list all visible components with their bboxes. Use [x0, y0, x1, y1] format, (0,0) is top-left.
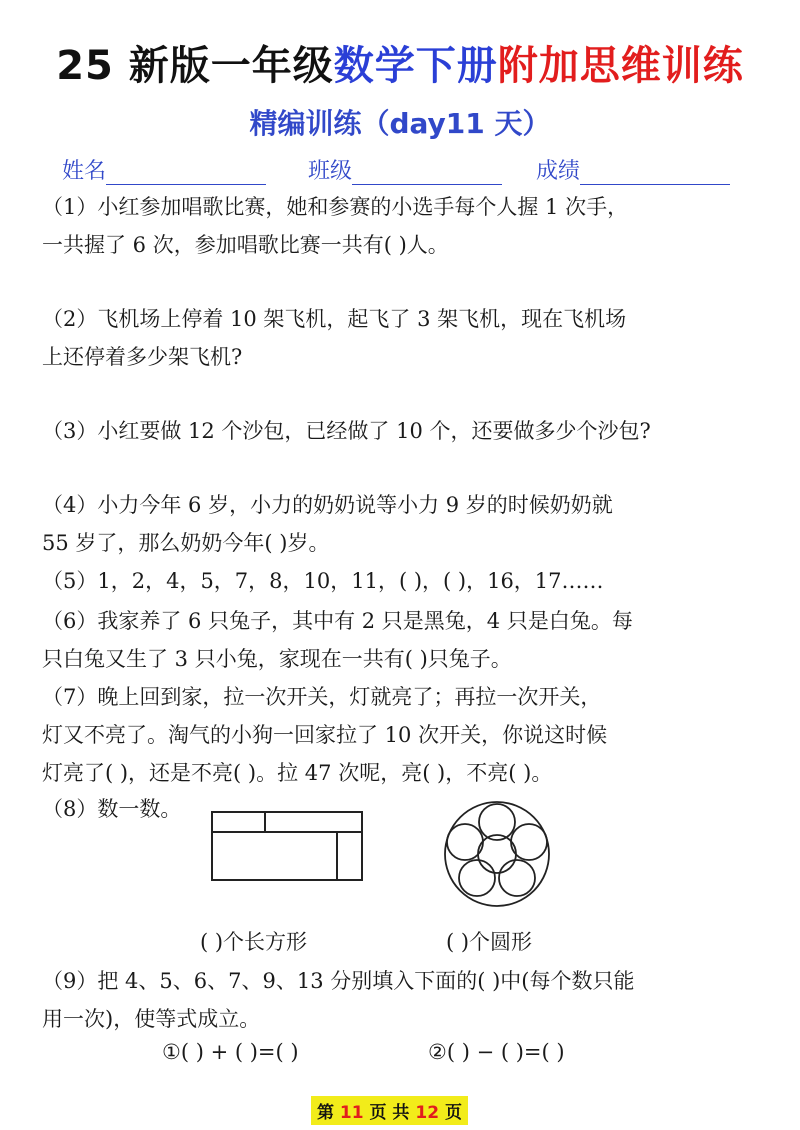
question-2-line-2: 上还停着多少架飞机? [42, 345, 243, 369]
subtitle: 精编训练（day11 天） [249, 107, 551, 140]
equation-addition: ①( ) + ( )=( ) [162, 1040, 299, 1064]
score-blank[interactable] [580, 160, 730, 185]
current-page-number: 11 [339, 1103, 364, 1123]
title-part-grade: 25 新版一年级 [56, 43, 334, 89]
question-3-line-1: （3）小红要做 12 个沙包，已经做了 10 个，还要做多少个沙包? [42, 419, 651, 443]
circle-count-caption: ( )个圆形 [446, 930, 533, 954]
question-1-line-2: 一共握了 6 次，参加唱歌比赛一共有( )人。 [42, 233, 449, 257]
question-4 [42, 486, 772, 562]
question-5 [42, 562, 772, 600]
question-6-line-2: 只白兔又生了 3 只小兔，家现在一共有( )只兔子。 [42, 647, 512, 671]
left-upper-circle [447, 824, 483, 860]
left-lower-circle [459, 860, 495, 896]
question-9-line-2: 用一次)，使等式成立。 [42, 1007, 261, 1031]
question-7 [42, 678, 772, 792]
title-part-subject: 数学下册 [333, 43, 498, 89]
question-7-line-2: 灯又不亮了。淘气的小狗一回家拉了 10 次开关，你说这时候 [42, 723, 608, 747]
class-blank[interactable] [352, 160, 502, 185]
question-9-line-1: （9）把 4、5、6、7、9、13 分别填入下面的( )中(每个数只能 [42, 969, 635, 993]
footer-middle: 页 共 [369, 1103, 410, 1123]
question-1-line-1: （1）小红参加唱歌比赛，她和参赛的小选手每个人握 1 次手， [42, 195, 629, 219]
question-3 [42, 412, 772, 450]
footer-prefix: 第 [317, 1103, 334, 1123]
question-7-line-1: （7）晚上回到家，拉一次开关，灯就亮了；再拉一次开关， [42, 685, 602, 709]
class-field[interactable] [308, 154, 502, 185]
question-5-line-1: （5）1，2，4，5，7，8，10，11，( )，( )，16，17…… [42, 569, 604, 593]
name-blank[interactable] [106, 160, 266, 185]
question-2-line-1: （2）飞机场上停着 10 架飞机，起飞了 3 架飞机，现在飞机场 [42, 307, 627, 331]
title-part-training: 附加思维训练 [497, 43, 744, 89]
rectangle-count-caption: ( )个长方形 [200, 930, 308, 954]
score-field[interactable] [536, 154, 730, 185]
question-4-line-2: 55 岁了，那么奶奶今年( )岁。 [42, 531, 330, 555]
page-number-footer [311, 1096, 468, 1125]
equation-subtraction: ②( ) − ( )=( ) [428, 1040, 565, 1064]
total-page-number: 12 [415, 1103, 440, 1123]
name-field[interactable] [62, 154, 266, 185]
right-upper-circle [511, 824, 547, 860]
outer-circle [445, 802, 549, 906]
question-6-line-1: （6）我家养了 6 只兔子，其中有 2 只是黑兔，4 只是白兔。每 [42, 609, 633, 633]
name-label: 姓名 [62, 159, 107, 184]
question-2 [42, 300, 772, 376]
right-lower-circle [499, 860, 535, 896]
class-label: 班级 [308, 159, 353, 184]
footer-suffix: 页 [444, 1103, 462, 1123]
question-4-line-1: （4）小力今年 6 岁，小力的奶奶说等小力 9 岁的时候奶奶就 [42, 493, 613, 517]
circle-figure [445, 802, 549, 906]
question-9 [42, 962, 772, 1038]
question-7-line-3: 灯亮了( )，还是不亮( )。拉 47 次呢，亮( )，不亮( )。 [42, 761, 553, 785]
question-1 [42, 188, 772, 264]
outer-rectangle [212, 812, 362, 880]
page-title [0, 34, 800, 91]
question-8-line-1: （8）数一数。 [42, 797, 182, 821]
counting-figures [0, 800, 800, 920]
question-6 [42, 602, 772, 678]
rectangle-figure [212, 812, 362, 880]
score-label: 成绩 [536, 159, 581, 184]
